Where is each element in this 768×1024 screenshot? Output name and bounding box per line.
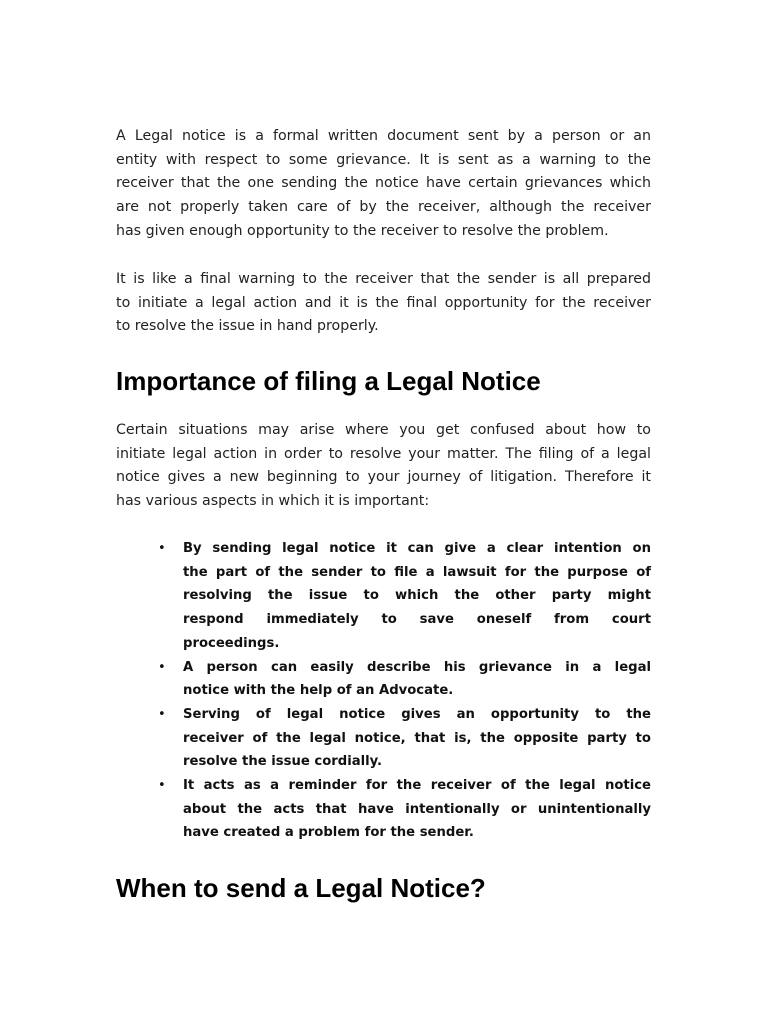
text-line: initiate legal action in order to resolve your matter. The filing of a legal	[116, 445, 651, 462]
text-line: A person can easily describe his grievance in a legal	[183, 659, 651, 675]
text-line: has various aspects in which it is important:	[116, 493, 430, 510]
bullet-icon: •	[158, 778, 166, 794]
text-line: notice with the help of an Advocate.	[183, 683, 454, 699]
text-line: respond immediately to save oneself from court	[183, 612, 651, 628]
bullet-icon: •	[158, 541, 166, 556]
bullet-icon: •	[158, 706, 166, 722]
importance-paragraph	[116, 419, 651, 514]
bullet-item	[158, 774, 651, 845]
text-line: about the acts that have intentionally or unintentionally	[183, 801, 651, 817]
text-line: resolving the issue to which the other party might	[183, 588, 651, 604]
text-line: resolve the issue cordially.	[183, 754, 383, 770]
text-line: It acts as a reminder for the receiver of the legal notice	[183, 778, 651, 794]
bullet-item	[158, 656, 651, 703]
text-line: have created a problem for the sender.	[183, 825, 474, 841]
text-line: notice gives a new beginning to your journey of litigation. Therefore it	[116, 469, 651, 486]
text-line: to initiate a legal action and it is the final opportunity for the receiver	[116, 294, 651, 311]
bullet-item	[158, 537, 651, 656]
importance-heading: Importance of filing a Legal Notice	[116, 366, 541, 396]
intro-paragraph-1	[116, 125, 651, 244]
text-line: By sending legal notice it can give a clear intention on	[183, 541, 651, 556]
bullet-item	[158, 703, 651, 774]
text-line: entity with respect to some grievance. It is sent as a warning to the	[116, 151, 651, 168]
importance-bullet-list	[158, 537, 651, 845]
text-line: to resolve the issue in hand properly.	[116, 318, 379, 335]
text-line: has given enough opportunity to the receiver to resolve the problem.	[116, 222, 609, 239]
text-line: Certain situations may arise where you get confused about how to	[116, 422, 651, 438]
when-to-send-heading: When to send a Legal Notice?	[116, 873, 486, 903]
text-line: receiver that the one sending the notice have certain grievances which	[116, 175, 651, 192]
intro-paragraph-2	[116, 268, 651, 339]
text-line: the part of the sender to file a lawsuit for the purpose of	[183, 564, 651, 580]
text-line: receiver of the legal notice, that is, the opposite party to	[183, 730, 651, 746]
text-line: proceedings.	[183, 635, 280, 651]
bullet-icon: •	[158, 659, 166, 675]
text-line: Serving of legal notice gives an opportunity to the	[183, 706, 651, 722]
text-line: are not properly taken care of by the receiver, although the receiver	[116, 199, 651, 216]
text-line: It is like a final warning to the receiver that the sender is all prepared	[116, 271, 651, 287]
text-line: A Legal notice is a formal written document sent by a person or an	[116, 128, 651, 144]
